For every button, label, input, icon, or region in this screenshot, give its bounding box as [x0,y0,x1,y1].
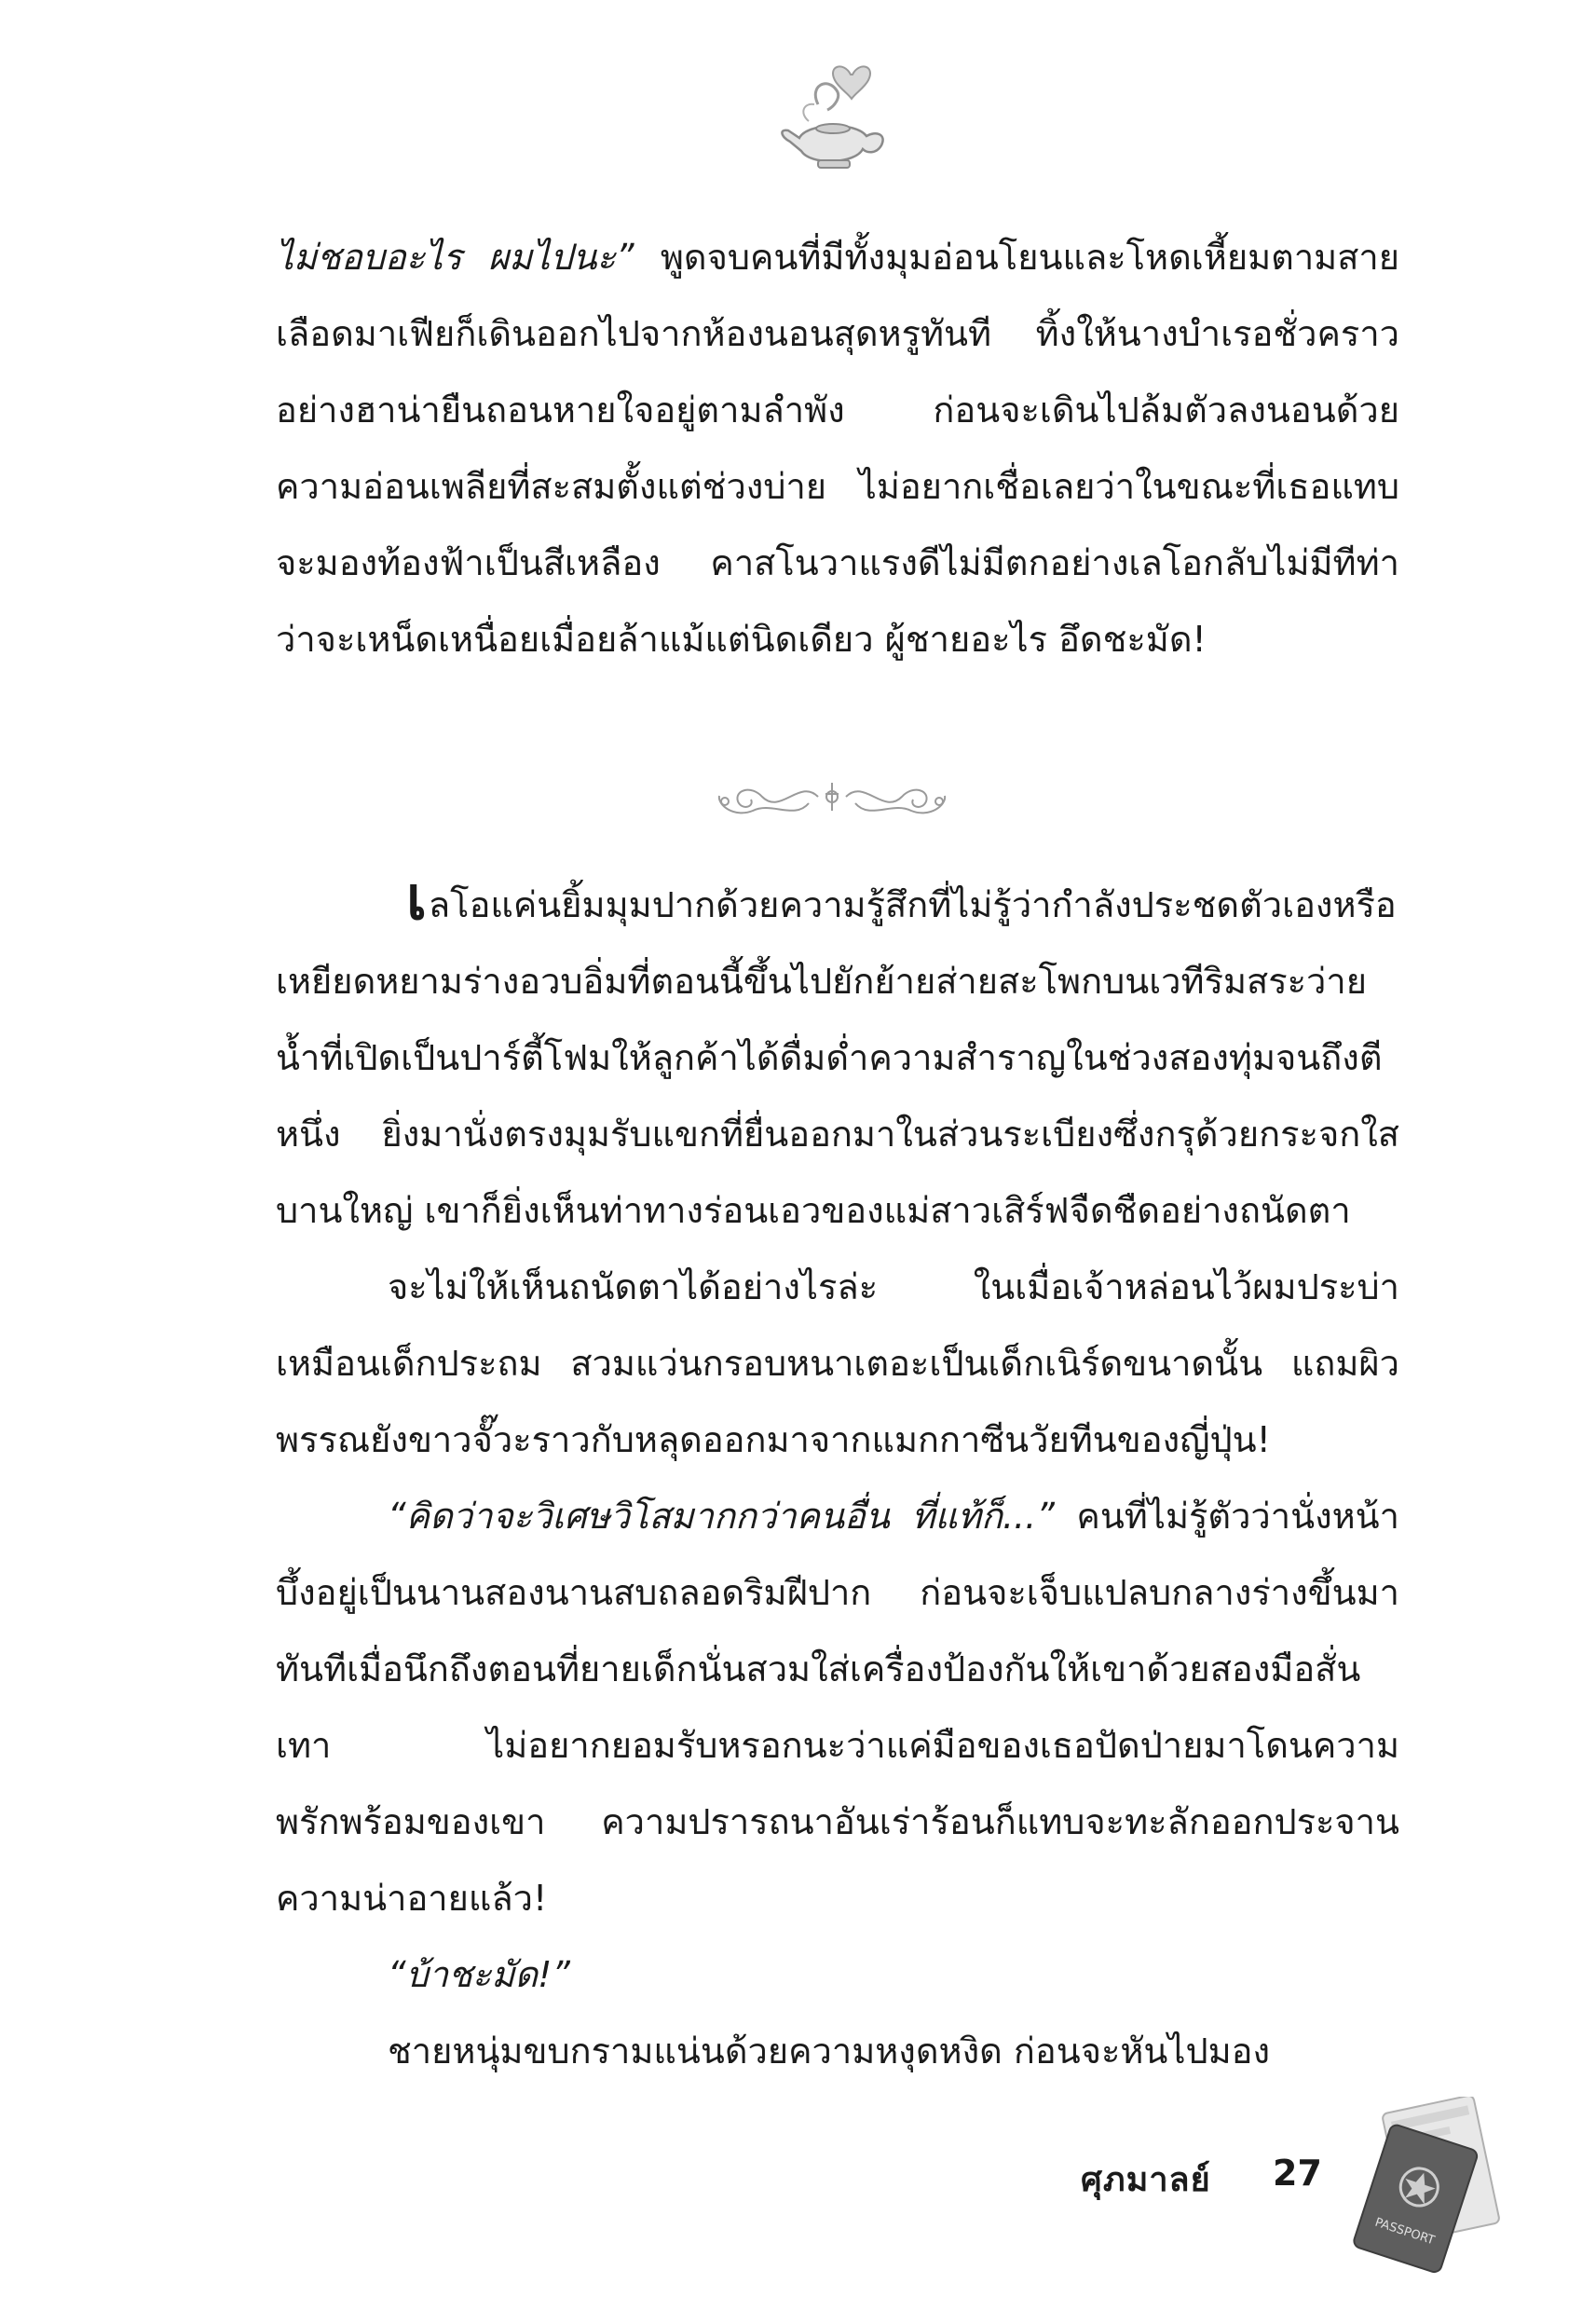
italic-dialogue: “คิดว่าจะวิเศษวิโสมากกว่าคนอื่น ที่แท้ก็...” [388,1496,1055,1537]
author-name: ศุภมาลย์ [1081,2161,1211,2199]
paragraph-text: คนที่ไม่รู้ตัวว่านั่งหน้าบึ้งอยู่เป็นนานสองนานสบถลอดริมฝีปาก ก่อนจะเจ็บแปลบกลางร่างขึ้นมาทันทีเมื่อนึกถึงตอนที่ยายเด็กนั่นสวมใส่เครื่องป้องกันให้เขาด้วยสองมือสั่นเทา ไม่อยากยอมรับหรอกนะว่าแค่มือของเธอปัดป่ายมาโดนความพรักพร้อมของเขา ความปรารถนาอันเร่าร้อนก็แทบจะทะลักออกประจานความน่าอายแล้ว! [276,1496,1400,1919]
passport-text: PASSPORT [1372,2215,1437,2249]
section-2 [276,867,1399,2089]
paragraph [276,867,1399,1249]
paragraph: จะไม่ให้เห็นถนัดตาได้อย่างไรล่ะ ในเมื่อเจ้าหล่อนไว้ผมประบ่าเหมือนเด็กประถม สวมแว่นกรอบหนาเตอะเป็นเด็กเนิร์ดขนาดนั้น แถมผิวพรรณยังขาวจั๊วะราวกับหลุดออกมาจากแมกกาซีนวัยทีนของญี่ปุ่น! [276,1266,1399,1460]
passport-booklet-icon [1349,2097,1507,2274]
paragraph: ชายหนุ่มขบกรามแน่นด้วยความหงุดหงิด ก่อนจะหันไปมอง [388,2031,1271,2072]
page-number: 27 [1273,2153,1322,2194]
genie-lamp-with-heart-icon [762,48,902,188]
italic-dialogue: ไม่ชอบอะไร ผมไปนะ” [276,237,634,278]
ornamental-flourish-divider-icon [706,764,958,829]
section-1 [276,219,1399,677]
paragraph [276,1478,1399,1936]
paragraph [276,219,1399,677]
paragraph-text: พูดจบคนที่มีทั้งมุมอ่อนโยนและโหดเหี้ยมตามสายเลือดมาเฟียก็เดินออกไปจากห้องนอนสุดหรูทันที ทิ้งให้นางบำเรอชั่วคราวอย่างฮาน่ายืนถอนหายใจอยู่ตามลำพัง ก่อนจะเดินไปล้มตัวลงนอนด้วยความอ่อนเพลียที่สะสมตั้งแต่ช่วงบ่าย ไม่อยากเชื่อเลยว่าในขณะที่เธอแทบจะมองท้องฟ้าเป็นสีเหลือง คาสโนวาแรงดีไม่มีตกอย่างเลโอกลับไม่มีทีท่าว่าจะเหน็ดเหนื่อยเมื่อยล้าแม้แต่นิดเดียว ผู้ชายอะไร อึดชะมัด! [276,237,1399,660]
drop-cap: เ [406,865,427,934]
paragraph-text: ลโอแค่นยิ้มมุมปากด้วยความรู้สึกที่ไม่รู้ว่ากำลังประชดตัวเองหรือเหยียดหยามร่างอวบอิ่มที่ตอนนี้ขึ้นไปยักย้ายส่ายสะโพกบนเวทีริมสระว่ายน้ำที่เปิดเป็นปาร์ตี้โฟมให้ลูกค้าได้ดื่มด่ำความสำราญในช่วงสองทุ่มจนถึงตีหนึ่ง ยิ่งมานั่งตรงมุมรับแขกที่ยื่นออกมาในส่วนระเบียงซึ่งกรุด้วยกระจกใสบานใหญ่ เขาก็ยิ่งเห็นท่าทางร่อนเอวของแม่สาวเสิร์ฟจืดชืดอย่างถนัดตา [276,884,1399,1231]
italic-dialogue: “บ้าชะมัด!” [388,1954,570,1995]
